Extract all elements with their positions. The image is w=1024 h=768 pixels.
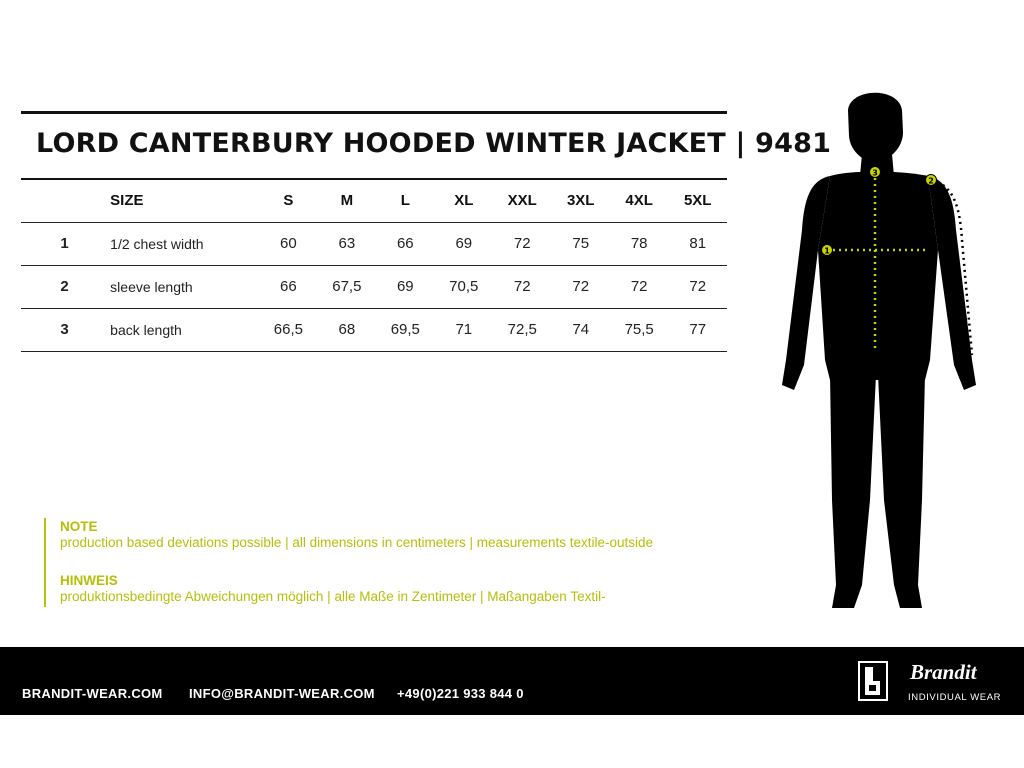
- table-cell: 72: [493, 222, 551, 265]
- left-leg: [830, 375, 876, 608]
- marker-2-label: 2: [928, 176, 934, 186]
- table-cell: 63: [318, 222, 376, 265]
- table-cell: 66: [376, 222, 434, 265]
- table-cell: 68: [318, 308, 376, 351]
- brand-name: Brandit: [910, 660, 977, 684]
- table-cell: 69,5: [376, 308, 434, 351]
- table-cell: 72: [493, 265, 551, 308]
- table-row: [21, 222, 727, 265]
- table-cell: 72: [551, 265, 609, 308]
- size-label: S: [259, 179, 317, 222]
- note-block: [60, 519, 653, 550]
- head: [848, 93, 903, 162]
- table-row: [21, 308, 727, 351]
- table-cell: 69: [435, 222, 493, 265]
- size-label: XL: [435, 179, 493, 222]
- size-label: M: [318, 179, 376, 222]
- table-cell: 72: [668, 265, 727, 308]
- table-cell: 78: [610, 222, 668, 265]
- note-accent-bar: [44, 518, 46, 607]
- table-cell: 72,5: [493, 308, 551, 351]
- row-label: back length: [108, 308, 259, 351]
- page-title: LORD CANTERBURY HOODED WINTER JACKET | 9481: [36, 128, 832, 159]
- email-link[interactable]: INFO@BRANDIT-WEAR.COM: [189, 686, 375, 701]
- table-cell: 75: [551, 222, 609, 265]
- hinweis-heading: HINWEIS: [60, 573, 118, 588]
- table-cell: 60: [259, 222, 317, 265]
- table-cell: 72: [610, 265, 668, 308]
- row-label: sleeve length: [108, 265, 259, 308]
- marker-3-label: 3: [872, 168, 878, 178]
- size-label: XXL: [493, 179, 551, 222]
- table-row: [21, 265, 727, 308]
- phone-number: +49(0)221 933 844 0: [397, 686, 524, 701]
- row-number: 3: [21, 308, 108, 351]
- table-cell: 66: [259, 265, 317, 308]
- body-silhouette-figure: [770, 80, 1000, 620]
- table-cell: 77: [668, 308, 727, 351]
- row-number: 1: [21, 222, 108, 265]
- size-label: 5XL: [668, 179, 727, 222]
- brandit-logo-icon: [858, 661, 888, 701]
- table-cell: 69: [376, 265, 434, 308]
- table-cell: 81: [668, 222, 727, 265]
- row-label: 1/2 chest width: [108, 222, 259, 265]
- torso: [818, 172, 938, 381]
- size-label: L: [376, 179, 434, 222]
- right-leg: [878, 375, 925, 608]
- table-cell: 67,5: [318, 265, 376, 308]
- note-heading: NOTE: [60, 519, 98, 534]
- table-cell: 71: [435, 308, 493, 351]
- marker-1-label: 1: [824, 246, 830, 256]
- table-cell: 70,5: [435, 265, 493, 308]
- table-header-row: [21, 179, 727, 222]
- hinweis-text: produktionsbedingte Abweichungen möglich | alle Maße in Zentimeter | Maßangaben Textil-: [60, 589, 606, 604]
- size-label: 4XL: [610, 179, 668, 222]
- brand-tagline: INDIVIDUAL WEAR: [908, 692, 1002, 703]
- note-text: production based deviations possible | all dimensions in centimeters | measurements textile-outside: [60, 535, 654, 550]
- row-number: 2: [21, 265, 108, 308]
- table-cell: 75,5: [610, 308, 668, 351]
- header-blank-cell: [21, 179, 108, 222]
- hinweis-block: [60, 573, 606, 604]
- footer-bar: [0, 647, 1024, 715]
- top-rule: [21, 111, 727, 114]
- website-link[interactable]: BRANDIT-WEAR.COM: [22, 686, 163, 701]
- size-label: 3XL: [551, 179, 609, 222]
- table-cell: 66,5: [259, 308, 317, 351]
- size-table: [21, 178, 727, 352]
- size-header: SIZE: [108, 179, 259, 222]
- table-cell: 74: [551, 308, 609, 351]
